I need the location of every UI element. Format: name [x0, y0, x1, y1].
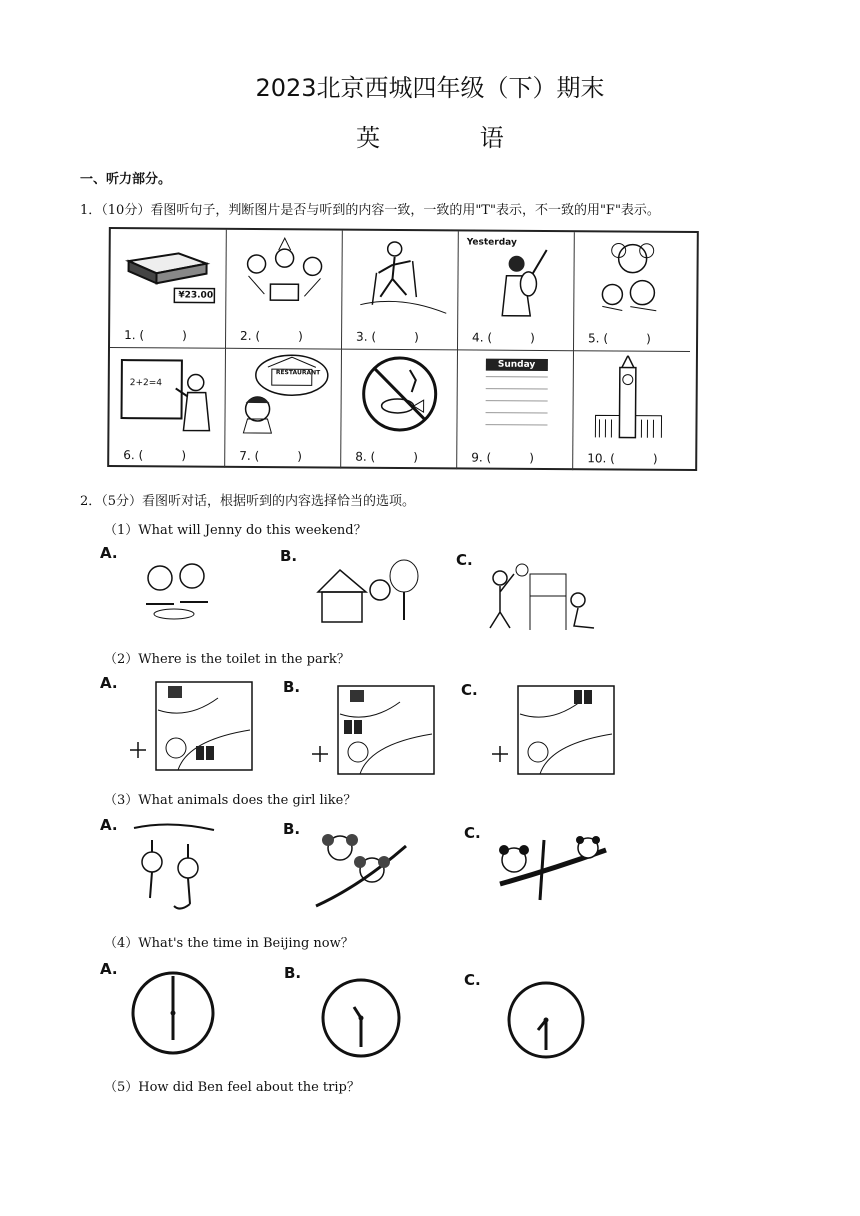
option-c-label[interactable]: C. [464, 824, 481, 842]
option-a-label[interactable]: A. [100, 544, 118, 562]
grid-cell-9 [457, 350, 574, 470]
option-a-label[interactable]: A. [100, 674, 118, 692]
visit-grandparents-icon[interactable] [310, 556, 420, 630]
section-heading: 一、听力部分。 [80, 172, 172, 187]
answer-blank-3[interactable]: 3. ( ) [356, 329, 419, 345]
sub-question-1: （1）What will Jenny do this weekend？ [104, 523, 367, 538]
pandas-icon[interactable] [490, 830, 610, 910]
grid-cell-1 [110, 229, 227, 349]
book-icon [118, 233, 219, 319]
answer-blank-2[interactable]: 2. ( ) [240, 328, 303, 344]
hiking-icon [350, 235, 451, 321]
park-map-b-icon[interactable] [300, 684, 436, 776]
option-a-label[interactable]: A. [100, 816, 118, 834]
grid-cell-6 [109, 348, 226, 468]
teacher-blackboard-icon [117, 352, 218, 438]
yesterday-label: Yesterday [466, 237, 517, 248]
picture-grid [107, 227, 699, 471]
option-c-label[interactable]: C. [461, 681, 478, 699]
grid-cell-5 [574, 232, 691, 352]
compass-icon [312, 746, 328, 762]
page-title: 2023北京西城四年级（下）期末 [255, 74, 605, 102]
option-c-label[interactable]: C. [456, 551, 473, 569]
clock-a-icon[interactable] [130, 970, 216, 1056]
page-subtitle: 英 语 [356, 124, 550, 152]
question-1-text: 1．（10分）看图听句子，判断图片是否与听到的内容一致，一致的用"T"表示，不一致的用"F"表示。 [80, 203, 660, 218]
option-b-label[interactable]: B. [284, 964, 302, 982]
park-map-c-icon[interactable] [480, 684, 616, 776]
answer-blank-9[interactable]: 9. ( ) [471, 450, 535, 465]
restaurant-label: RESTAURANT [275, 369, 321, 377]
grid-cell-7 [225, 349, 342, 469]
sub-question-5: （5）How did Ben feel about the trip？ [104, 1080, 360, 1095]
compass-icon [492, 746, 508, 762]
answer-blank-10[interactable]: 10. ( ) [587, 451, 658, 466]
monkeys-icon[interactable] [130, 820, 220, 912]
answer-blank-5[interactable]: 5. ( ) [588, 331, 651, 346]
grid-cell-8 [341, 350, 458, 470]
dogs-icon [582, 236, 683, 322]
sub-question-2: （2）Where is the toilet in the park？ [104, 652, 350, 667]
answer-blank-7[interactable]: 7. ( ) [239, 448, 303, 464]
sub-question-3: （3）What animals does the girl like？ [104, 793, 357, 808]
grid-cell-4 [458, 231, 575, 351]
koalas-icon[interactable] [310, 826, 410, 918]
thinking-restaurant-icon [233, 353, 334, 439]
option-b-label[interactable]: B. [283, 678, 301, 696]
grid-cell-3 [342, 231, 459, 351]
no-fishing-icon [349, 354, 450, 440]
friends-eating-icon[interactable] [130, 556, 220, 626]
option-c-label[interactable]: C. [464, 971, 481, 989]
compass-icon [130, 742, 146, 758]
sub-question-4: （4）What's the time in Beijing now？ [104, 936, 354, 951]
grid-cell-10 [573, 351, 690, 471]
birthday-party-icon [234, 234, 335, 320]
answer-blank-6[interactable]: 6. ( ) [123, 448, 187, 463]
clock-c-icon[interactable] [506, 980, 586, 1060]
park-map-a-icon[interactable] [118, 680, 254, 772]
answer-blank-4[interactable]: 4. ( ) [472, 330, 535, 345]
girl-playing-pipa-icon [466, 235, 567, 321]
option-b-label[interactable]: B. [280, 547, 298, 565]
big-ben-icon [581, 355, 682, 441]
volleyball-icon[interactable] [484, 560, 600, 632]
clock-b-icon[interactable] [320, 977, 402, 1059]
schedule-title: Sunday [497, 359, 536, 370]
answer-blank-8[interactable]: 8. ( ) [355, 449, 419, 465]
blackboard-text: 2+2=4 [129, 378, 163, 389]
option-a-label[interactable]: A. [100, 960, 118, 978]
answer-blank-1[interactable]: 1. ( ) [124, 328, 187, 343]
option-b-label[interactable]: B. [283, 820, 301, 838]
price-tag: ¥23.00 [178, 290, 214, 301]
question-2-text: 2．（5分）看图听对话，根据听到的内容选择恰当的选项。 [80, 494, 416, 509]
grid-cell-2 [226, 230, 343, 350]
